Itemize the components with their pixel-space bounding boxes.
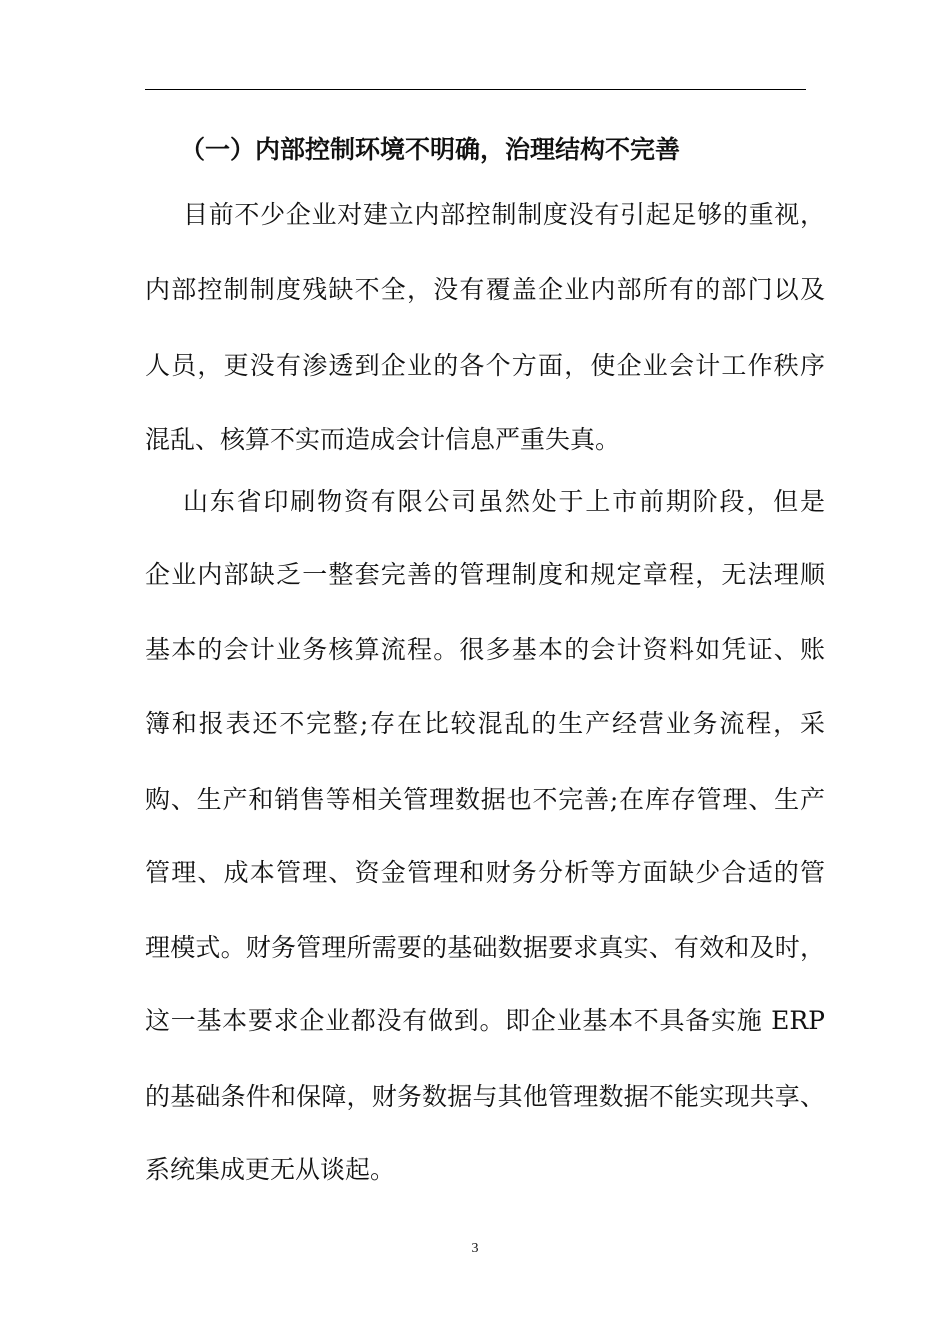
paragraph-line: 管理、成本管理、资金管理和财务分析等方面缺少合适的管: [145, 858, 825, 887]
paragraph-line: 系统集成更无从谈起。: [145, 1155, 396, 1184]
paragraph-line: 理模式。财务管理所需要的基础数据要求真实、有效和及时，: [145, 933, 825, 962]
header-rule: [145, 89, 806, 90]
paragraph-line: 的基础条件和保障，财务数据与其他管理数据不能实现共享、: [145, 1082, 825, 1111]
paragraph-line: 购、生产和销售等相关管理数据也不完善;在库存管理、生产: [145, 785, 825, 814]
paragraph-line: 企业内部缺乏一整套完善的管理制度和规定章程，无法理顺: [145, 560, 825, 589]
paragraph-line: 内部控制制度残缺不全，没有覆盖企业内部所有的部门以及: [145, 275, 825, 304]
paragraph-line: 基本的会计业务核算流程。很多基本的会计资料如凭证、账: [145, 635, 825, 664]
paragraph-line: 目前不少企业对建立内部控制制度没有引起足够的重视，: [183, 200, 825, 229]
paragraph-line: 混乱、核算不实而造成会计信息严重失真。: [145, 425, 621, 454]
page-number: 3: [471, 1241, 479, 1256]
paragraph-line: 簿和报表还不完整;存在比较混乱的生产经营业务流程，采: [145, 709, 825, 738]
paragraph-line: 山东省印刷物资有限公司虽然处于上市前期阶段，但是: [183, 487, 825, 516]
section-heading: （一）内部控制环境不明确，治理结构不完善: [180, 135, 681, 164]
paragraph-line: 这一基本要求企业都没有做到。即企业基本不具备实施 ERP: [145, 1006, 825, 1035]
paragraph-line: 人员，更没有渗透到企业的各个方面，使企业会计工作秩序: [145, 351, 825, 380]
